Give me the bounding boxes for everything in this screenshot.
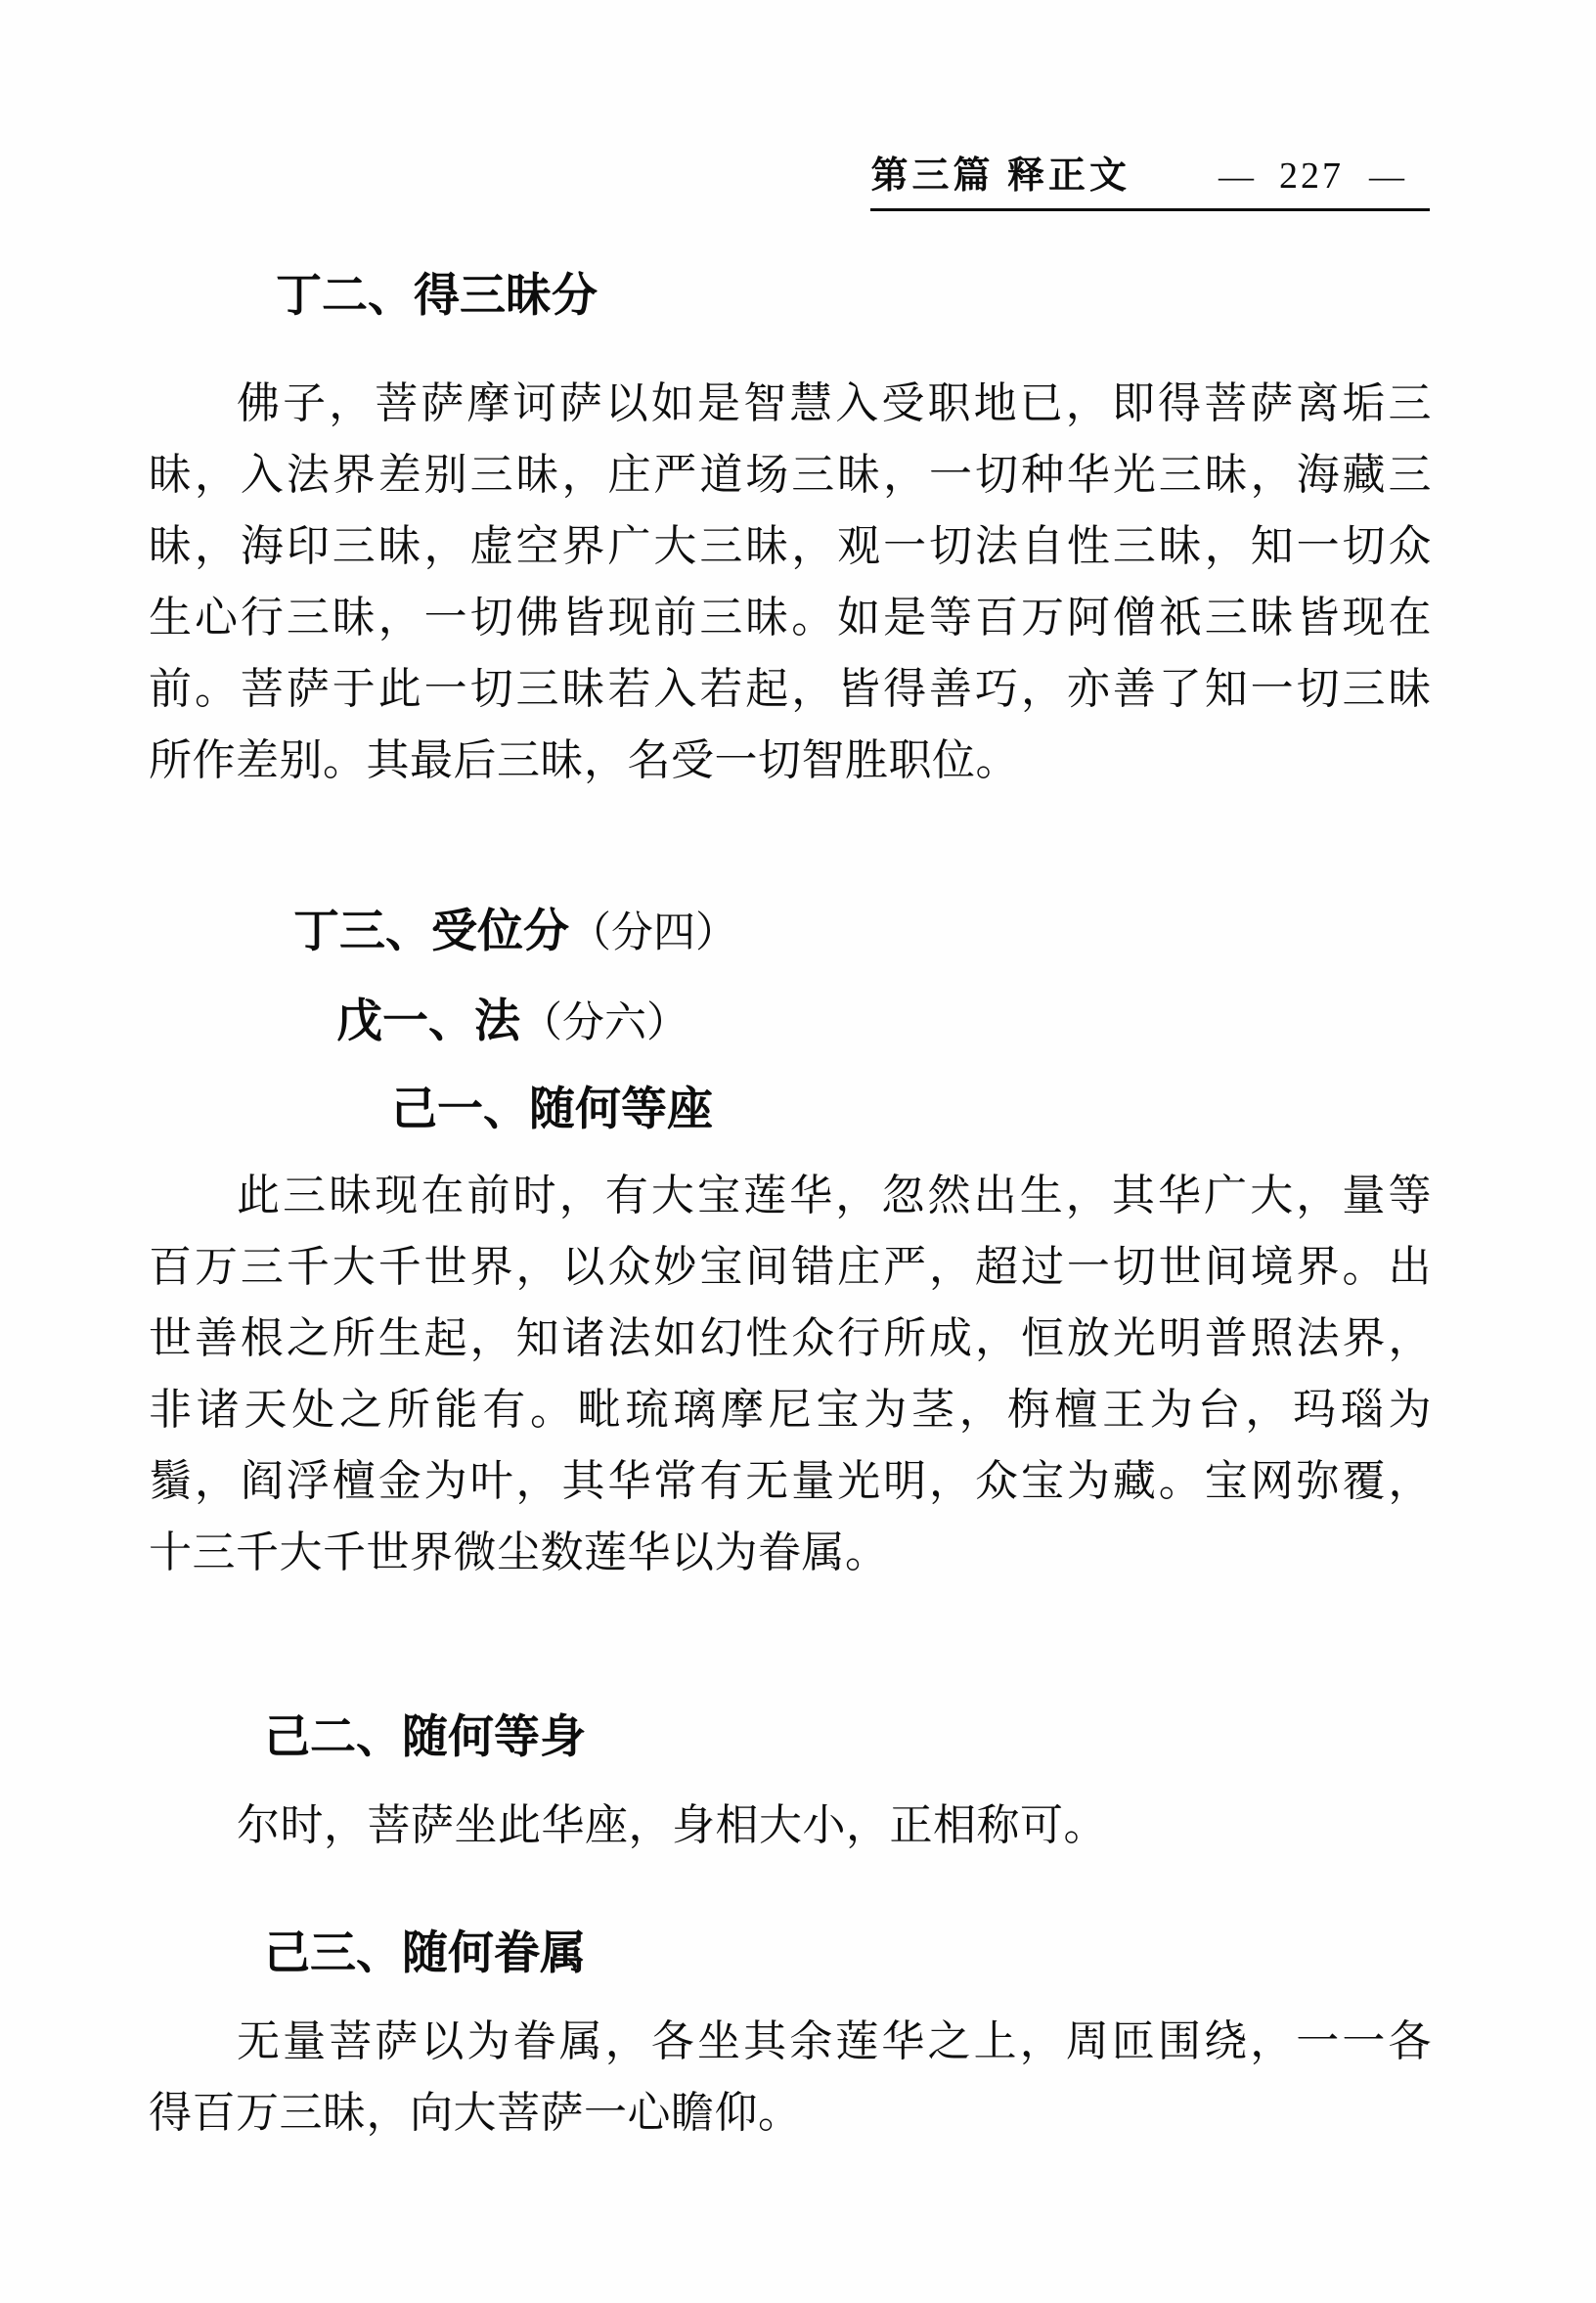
- body-line: 百万三千大千世界，以众妙宝间错庄严，超过一切世间境界。出: [149, 1243, 1432, 1291]
- chapter-title: 第三篇 释正文: [870, 155, 1130, 197]
- section-heading-ding3: [149, 904, 1430, 962]
- section-heading-ji3: 己三、随何眷属: [264, 1928, 586, 1979]
- page-number-dash-left: —: [1219, 156, 1254, 196]
- heading-sub-note: （分四）: [569, 910, 737, 956]
- section-heading-ji2: 己二、随何等身: [264, 1712, 586, 1763]
- body-line: 所作差别。其最后三昧，名受一切智胜职位。: [149, 736, 1019, 784]
- body-line: 十三千大千世界微尘数莲华以为眷属。: [149, 1528, 889, 1576]
- body-line: 昧，海印三昧，虚空界广大三昧，观一切法自性三昧，知一切众: [149, 522, 1432, 570]
- body-line: 鬚，阎浮檀金为叶，其华常有无量光明，众宝为藏。宝网弥覆，: [149, 1457, 1432, 1505]
- running-header-rule: [870, 145, 1430, 211]
- heading-main: 戊一、法: [336, 996, 520, 1047]
- paragraph-samadhi-list: [149, 368, 1432, 796]
- paragraph-retinue: [149, 2006, 1432, 2148]
- body-line: 佛子，菩萨摩诃萨以如是智慧入受职地已，即得菩萨离垢三: [237, 379, 1432, 427]
- page-number-dash-right: —: [1369, 156, 1404, 196]
- page-number: 227: [1279, 155, 1344, 197]
- heading-sub-note: （分六）: [520, 1000, 688, 1046]
- body-line: 无量菩萨以为眷属，各坐其余莲华之上，周匝围绕，一一各: [237, 2017, 1432, 2065]
- body-line: 世善根之所生起，知诸法如幻性众行所成，恒放光明普照法界，: [149, 1314, 1432, 1362]
- body-line: 昧，入法界差别三昧，庄严道场三昧，一切种华光三昧，海藏三: [149, 451, 1432, 499]
- body-line: 尔时，菩萨坐此华座，身相大小，正相称可。: [237, 1801, 1107, 1849]
- body-line: 此三昧现在前时，有大宝莲华，忽然出生，其华广大，量等: [237, 1172, 1432, 1219]
- section-heading-ji1: 己一、随何等座: [391, 1085, 713, 1135]
- paragraph-lotus-throne: [149, 1160, 1432, 1588]
- paragraph-body-size: [149, 1790, 1432, 1861]
- section-heading-ding2: 丁二、得三昧分: [276, 271, 598, 322]
- body-line: 前。菩萨于此一切三昧若入若起，皆得善巧，亦善了知一切三昧: [149, 665, 1432, 713]
- section-heading-wu1: [149, 994, 1430, 1052]
- heading-main: 丁三、受位分: [293, 907, 569, 957]
- body-line: 非诸天处之所能有。毗琉璃摩尼宝为茎，栴檀王为台，玛瑙为: [149, 1386, 1432, 1434]
- body-line: 得百万三昧，向大菩萨一心瞻仰。: [149, 2089, 802, 2137]
- body-line: 生心行三昧，一切佛皆现前三昧。如是等百万阿僧祇三昧皆现在: [149, 594, 1432, 642]
- running-header: [149, 145, 1430, 211]
